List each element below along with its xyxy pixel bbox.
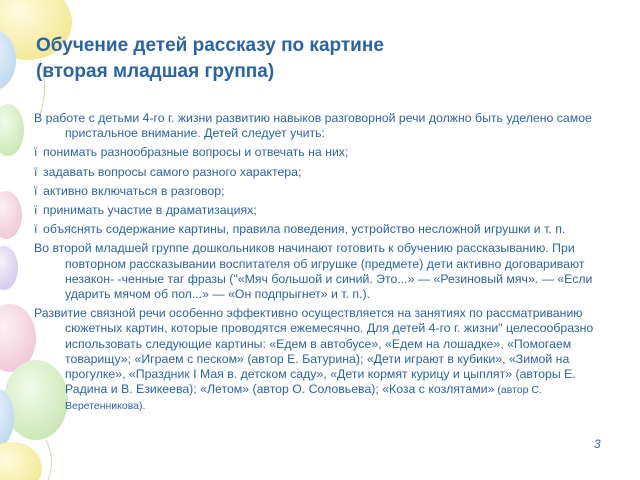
bullet-item xyxy=(34,165,606,180)
paragraph-pictures xyxy=(34,306,606,414)
bullet-marker: ї xyxy=(34,145,38,160)
balloon-string xyxy=(46,440,52,480)
bullet-text: принимать участие в драматизациях; xyxy=(43,203,257,218)
balloon-yellow xyxy=(0,442,42,480)
slide-title xyxy=(36,33,384,85)
bullet-marker: ї xyxy=(34,164,38,179)
balloon-green xyxy=(0,104,24,156)
bullet-marker: ї xyxy=(34,203,38,218)
bullet-item xyxy=(34,203,606,218)
bullet-marker: ї xyxy=(34,183,38,198)
paragraph-retelling: Во второй младшей группе дошкольников начинают готовить к обучению рассказыванию. При повторном рассказывании воспитателя об игрушке (предмете) дети активно договаривают незакон- -ченные таг фразы ("«Мяч большой и синий. Это...» — «Резиновый мяч». — «Если ударить мячом об пол...» — «Он подпрыгнет» и т. п.). xyxy=(34,241,593,302)
paragraph-pictures-text: Развитие связной речи особенно эффективно осуществляется на занятиях по рассматриванию сюжетных картин, которые проводятся ежемесячно. Для детей 4-го г. жизни" целесообразно использовать следующие картины: «Едем в автобусе», «Едем на лошадке», «Помогаем товарищу»; «Играем с песком» (автор Е. Батурина); «Дети играют в кубики», «Зимой на прогулке», «Праздник I Мая в. детском саду», «Дети кормят курицу и цыплят» (авторы Е. Радина и В. Езикеева); «Летом» (автор О. Соловьева); «Коза с козлятами» xyxy=(34,306,594,397)
slide-body xyxy=(34,111,606,419)
bullet-text: объяснять содержание картины, правила поведения, устройство несложной игрушки и т. п. xyxy=(43,222,566,237)
bullet-item xyxy=(34,222,606,237)
balloon-pink xyxy=(0,191,22,239)
bullet-text: активно включаться в разговор; xyxy=(43,183,225,198)
bullet-item xyxy=(34,145,606,160)
slide-title-line-2: (вторая младшая группа) xyxy=(36,61,275,82)
paragraph-pictures-author: (автор С. Веретенникова). xyxy=(65,384,542,413)
balloon-lavender xyxy=(0,246,18,290)
page-number: 3 xyxy=(594,437,601,451)
bullet-marker: ї xyxy=(34,222,38,237)
slide-title-line-1: Обучение детей рассказу по картине xyxy=(36,35,384,56)
bullet-text: задавать вопросы самого разного характера; xyxy=(43,164,302,179)
bullet-item xyxy=(34,184,606,199)
intro-paragraph: В работе с детьми 4-го г. жизни развитию навыков разговорной речи должно быть уделено самое пристальное внимание. Детей следует учить: xyxy=(34,111,592,141)
bullet-text: понимать разнообразные вопросы и отвечать на них; xyxy=(43,145,349,160)
